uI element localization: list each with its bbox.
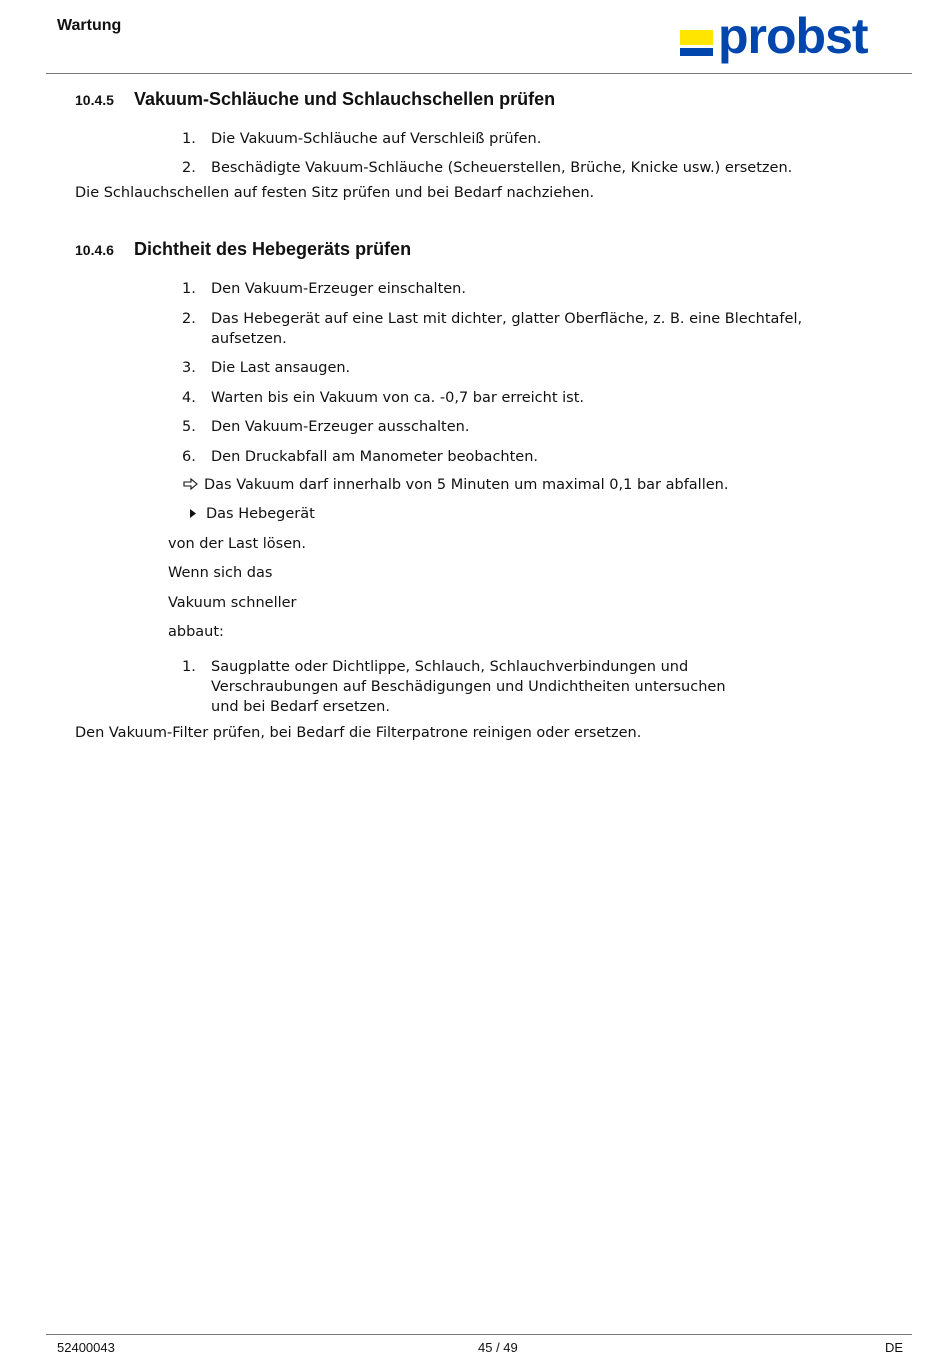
section-number: 10.4.6 [75, 242, 114, 258]
step-number: 1. [182, 659, 196, 675]
step-number: 1. [182, 131, 196, 147]
condition-line: abbaut: [168, 624, 224, 640]
section-heading-1046 [75, 239, 411, 260]
section-note: Die Schlauchschellen auf festen Sitz prüfen und bei Bedarf nachziehen. [75, 185, 595, 201]
condition-line: Vakuum schneller [168, 595, 297, 611]
result-text: Das Vakuum darf innerhalb von 5 Minuten um maximal 0,1 bar abfallen. [204, 477, 729, 493]
condition-line: Wenn sich das [168, 565, 273, 581]
step-text: Das Hebegerät auf eine Last mit dichter, glatter Oberfläche, z. B. eine Blechtafel, [211, 311, 803, 327]
step-text: Den Druckabfall am Manometer beobachten. [211, 449, 539, 465]
section-title: Dichtheit des Hebegeräts prüfen [134, 239, 412, 259]
step-number: 2. [182, 160, 196, 176]
action-text: Das Hebegerät [206, 506, 315, 522]
step-number: 6. [182, 449, 196, 465]
step-number: 1. [182, 281, 196, 297]
step-text: Den Vakuum-Erzeuger einschalten. [211, 281, 466, 297]
section-number: 10.4.5 [75, 92, 114, 108]
logo-yellow-bar [680, 30, 713, 45]
section-note: Den Vakuum-Filter prüfen, bei Bedarf die Filterpatrone reinigen oder ersetzen. [75, 725, 642, 741]
step-number: 5. [182, 419, 196, 435]
step-text: Saugplatte oder Dichtlippe, Schlauch, Schlauchverbindungen und [211, 659, 689, 675]
step-text-continued: und bei Bedarf ersetzen. [211, 699, 390, 715]
footer-doc-number: 52400043 [57, 1340, 115, 1355]
condition-line: von der Last lösen. [168, 536, 306, 552]
header-section-title: Wartung [57, 17, 122, 34]
step-text-continued: aufsetzen. [211, 331, 287, 347]
result-arrow-icon [183, 478, 199, 490]
step-number: 2. [182, 311, 196, 327]
step-text: Die Vakuum-Schläuche auf Verschleiß prüfen. [211, 131, 542, 147]
step-text-continued: Verschraubungen auf Beschädigungen und Undichtheiten untersuchen [211, 679, 726, 695]
section-heading-1045 [75, 89, 555, 110]
logo-blue-bar [680, 48, 713, 56]
step-number: 4. [182, 390, 196, 406]
step-text: Den Vakuum-Erzeuger ausschalten. [211, 419, 470, 435]
section-title: Vakuum-Schläuche und Schlauchschellen prüfen [134, 89, 556, 109]
header-divider [46, 73, 912, 74]
footer-page-number: 45 / 49 [478, 1340, 518, 1355]
probst-logo [680, 8, 906, 68]
footer-language: DE [885, 1340, 904, 1355]
step-text: Beschädigte Vakuum-Schläuche (Scheuerstellen, Brüche, Knicke usw.) ersetzen. [211, 160, 793, 176]
step-text: Warten bis ein Vakuum von ca. -0,7 bar erreicht ist. [211, 390, 584, 406]
action-triangle-icon [189, 508, 197, 519]
logo-wordmark: probst [718, 8, 868, 64]
step-number: 3. [182, 360, 196, 376]
step-text: Die Last ansaugen. [211, 360, 351, 376]
footer-divider [46, 1334, 912, 1335]
